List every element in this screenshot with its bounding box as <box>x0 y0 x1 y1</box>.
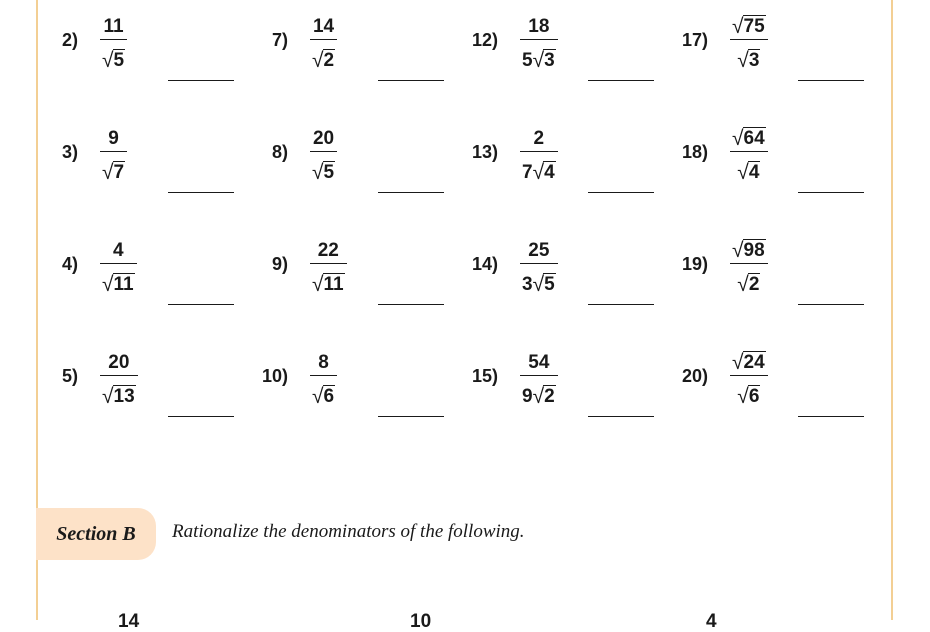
fraction-bar <box>310 375 337 376</box>
problem-number: 3) <box>61 142 78 162</box>
radicand: 6 <box>748 386 760 407</box>
numerator <box>106 122 121 148</box>
problem-number: 13) <box>471 142 498 162</box>
numerator <box>730 122 768 148</box>
fraction-bar <box>520 375 558 376</box>
numerator <box>526 346 551 372</box>
numerator-value: 9 <box>108 128 119 149</box>
answer-blank[interactable] <box>588 80 654 81</box>
denominator-coefficient: 7 <box>522 162 533 183</box>
fraction-bar <box>730 375 768 376</box>
problem-number: 14) <box>471 254 498 274</box>
denominator <box>100 380 138 406</box>
answer-blank[interactable] <box>378 192 444 193</box>
denominator <box>520 380 558 406</box>
denominator-radical <box>737 161 760 182</box>
problem-item <box>672 114 882 204</box>
denominator <box>520 156 558 182</box>
radical-sign-icon: √ <box>532 385 545 408</box>
fraction <box>520 234 558 294</box>
denominator <box>735 156 762 182</box>
denominator <box>100 156 127 182</box>
denominator-radical <box>312 385 335 406</box>
radical-sign-icon: √ <box>312 161 324 184</box>
numerator-value: 11 <box>103 16 124 37</box>
radicand: 4 <box>748 162 760 183</box>
radical-sign-icon: √ <box>102 273 114 296</box>
denominator-radical <box>312 273 345 294</box>
radicand: 13 <box>113 386 135 407</box>
numerator-radical <box>732 127 766 148</box>
denominator-radical <box>102 385 136 406</box>
radical-sign-icon: √ <box>732 15 744 38</box>
problem-number: 12) <box>471 30 498 50</box>
denominator <box>310 380 337 406</box>
next-row-numerator-2: 10 <box>410 611 432 632</box>
problem-number: 9) <box>271 254 288 274</box>
radical-sign-icon: √ <box>732 127 744 150</box>
fraction <box>730 234 768 294</box>
answer-blank[interactable] <box>588 416 654 417</box>
radicand: 2 <box>748 274 760 295</box>
radicand: 3 <box>544 50 555 71</box>
numerator <box>526 10 551 36</box>
problem-item <box>672 338 882 428</box>
answer-blank[interactable] <box>588 192 654 193</box>
numerator-value: 20 <box>312 128 335 149</box>
problem-item <box>252 226 462 316</box>
radicand: 75 <box>743 16 765 37</box>
problem-item <box>462 114 672 204</box>
numerator-value: 2 <box>533 128 545 149</box>
answer-blank[interactable] <box>588 304 654 305</box>
numerator-value: 22 <box>317 240 339 261</box>
denominator <box>520 44 558 70</box>
radical-sign-icon: √ <box>737 273 749 296</box>
radical-sign-icon: √ <box>102 161 114 184</box>
section-b-label: Section B <box>36 508 156 560</box>
numerator-value: 20 <box>108 352 130 373</box>
denominator <box>310 268 347 294</box>
problem-item <box>42 338 252 428</box>
denominator <box>735 268 762 294</box>
problem-number: 2) <box>61 30 78 50</box>
answer-blank[interactable] <box>798 80 864 81</box>
numerator <box>730 346 768 372</box>
next-row-numerator-1: 14 <box>118 611 140 632</box>
answer-blank[interactable] <box>378 80 444 81</box>
fraction-bar <box>310 39 337 40</box>
fraction <box>730 346 768 406</box>
radicand: 64 <box>743 128 765 149</box>
radical-sign-icon: √ <box>312 385 324 408</box>
denominator-coefficient: 9 <box>522 386 533 407</box>
denominator-radical <box>312 161 335 182</box>
fraction <box>310 122 337 182</box>
answer-blank[interactable] <box>378 416 444 417</box>
radical-sign-icon: √ <box>102 49 114 72</box>
fraction <box>520 346 558 406</box>
radical-sign-icon: √ <box>532 49 545 72</box>
radicand: 5 <box>544 274 555 295</box>
problem-item <box>42 2 252 92</box>
fraction <box>310 346 337 406</box>
problem-item <box>252 2 462 92</box>
numerator-value: 4 <box>113 240 124 261</box>
radicand: 2 <box>323 50 335 71</box>
radical-sign-icon: √ <box>312 273 324 296</box>
numerator <box>532 122 547 148</box>
problem-item <box>672 2 882 92</box>
numerator <box>311 122 336 148</box>
denominator <box>735 44 762 70</box>
radical-sign-icon: √ <box>737 49 749 72</box>
fraction <box>100 346 138 406</box>
fraction-bar <box>520 151 558 152</box>
numerator <box>111 234 126 260</box>
answer-blank[interactable] <box>168 192 234 193</box>
fraction-bar <box>310 263 347 264</box>
fraction-bar <box>520 263 558 264</box>
radicand: 11 <box>113 274 134 295</box>
problem-item <box>462 226 672 316</box>
radical-sign-icon: √ <box>732 351 744 374</box>
fraction <box>100 10 127 70</box>
denominator-radical <box>533 49 556 70</box>
numerator-value: 8 <box>318 352 329 373</box>
fraction-bar <box>730 151 768 152</box>
denominator <box>310 44 337 70</box>
denominator-radical <box>737 385 760 406</box>
next-row-numerator-3: 4 <box>706 611 717 632</box>
radicand: 11 <box>323 274 344 295</box>
problem-item <box>672 226 882 316</box>
denominator <box>310 156 337 182</box>
numerator-radical <box>732 15 766 36</box>
denominator-radical <box>102 273 135 294</box>
radicand: 5 <box>113 50 125 71</box>
fraction-bar <box>100 39 127 40</box>
numerator-value: 54 <box>528 352 550 373</box>
radical-sign-icon: √ <box>102 385 114 408</box>
denominator <box>735 380 762 406</box>
denominator-radical <box>102 49 125 70</box>
fraction <box>730 122 768 182</box>
problem-number: 8) <box>271 142 288 162</box>
denominator-coefficient: 3 <box>522 274 533 295</box>
answer-blank[interactable] <box>168 80 234 81</box>
numerator-radical <box>732 239 766 260</box>
numerator <box>106 346 131 372</box>
numerator <box>730 10 768 36</box>
denominator <box>100 44 127 70</box>
numerator-value: 18 <box>528 16 550 37</box>
fraction <box>730 10 768 70</box>
denominator <box>100 268 137 294</box>
problem-number: 17) <box>681 30 708 50</box>
problem-number: 7) <box>271 30 288 50</box>
answer-blank[interactable] <box>798 192 864 193</box>
denominator-radical <box>737 49 760 70</box>
fraction <box>100 234 137 294</box>
problem-number: 15) <box>471 366 498 386</box>
fraction-bar <box>520 39 558 40</box>
fraction <box>310 234 347 294</box>
radicand: 3 <box>748 50 760 71</box>
denominator-radical <box>312 49 335 70</box>
problem-item <box>462 338 672 428</box>
section-b-instruction: Rationalize the denominators of the following. <box>172 521 525 542</box>
radical-sign-icon: √ <box>532 161 545 184</box>
numerator-value: 25 <box>528 240 550 261</box>
denominator-radical <box>737 273 760 294</box>
radical-sign-icon: √ <box>732 239 744 262</box>
numerator <box>316 346 331 372</box>
problem-item <box>42 114 252 204</box>
radicand: 5 <box>323 162 335 183</box>
numerator-value: 14 <box>312 16 335 37</box>
fraction-bar <box>100 151 127 152</box>
problem-item <box>462 2 672 92</box>
answer-blank[interactable] <box>798 416 864 417</box>
numerator-radical <box>732 351 766 372</box>
fraction <box>310 10 337 70</box>
numerator <box>102 10 126 36</box>
problem-item <box>252 338 462 428</box>
radical-sign-icon: √ <box>737 161 749 184</box>
problem-number: 18) <box>681 142 708 162</box>
radical-sign-icon: √ <box>737 385 749 408</box>
answer-blank[interactable] <box>378 304 444 305</box>
problem-number: 19) <box>681 254 708 274</box>
radicand: 7 <box>113 162 125 183</box>
problem-number: 5) <box>61 366 78 386</box>
radicand: 2 <box>544 386 555 407</box>
radical-sign-icon: √ <box>532 273 545 296</box>
numerator <box>526 234 551 260</box>
denominator-coefficient: 5 <box>522 50 533 71</box>
numerator <box>730 234 768 260</box>
radicand: 4 <box>544 162 555 183</box>
fraction <box>520 122 558 182</box>
problem-item <box>42 226 252 316</box>
numerator <box>316 234 341 260</box>
radicand: 24 <box>743 352 765 373</box>
denominator-radical <box>533 385 556 406</box>
fraction-bar <box>100 375 138 376</box>
fraction <box>100 122 127 182</box>
problem-number: 10) <box>261 366 288 386</box>
problem-item <box>252 114 462 204</box>
radical-sign-icon: √ <box>312 49 324 72</box>
fraction-bar <box>730 263 768 264</box>
problem-number: 20) <box>681 366 708 386</box>
denominator-radical <box>533 161 556 182</box>
numerator <box>311 10 336 36</box>
radicand: 6 <box>323 386 335 407</box>
denominator-radical <box>102 161 125 182</box>
fraction-bar <box>730 39 768 40</box>
denominator <box>520 268 558 294</box>
radicand: 98 <box>743 240 765 261</box>
answer-blank[interactable] <box>168 416 234 417</box>
denominator-radical <box>533 273 556 294</box>
answer-blank[interactable] <box>168 304 234 305</box>
fraction-bar <box>310 151 337 152</box>
fraction-bar <box>100 263 137 264</box>
answer-blank[interactable] <box>798 304 864 305</box>
problem-number: 4) <box>61 254 78 274</box>
fraction <box>520 10 558 70</box>
